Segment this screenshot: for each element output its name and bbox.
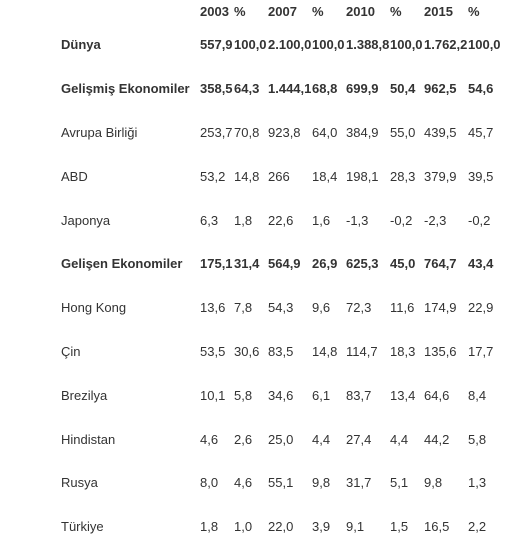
value-cell: 55,1 bbox=[268, 475, 294, 491]
value-cell: 175,1 bbox=[200, 256, 233, 272]
header-cell: % bbox=[312, 4, 324, 19]
row-label: Rusya bbox=[61, 475, 98, 491]
table-body bbox=[61, 23, 502, 549]
table-row bbox=[61, 67, 502, 111]
value-cell: 557,9 bbox=[200, 37, 233, 53]
value-cell: 114,7 bbox=[346, 343, 378, 359]
value-cell: 9,1 bbox=[346, 519, 365, 535]
value-cell: 174,9 bbox=[424, 300, 457, 316]
row-label: Gelişen Ekonomiler bbox=[61, 256, 183, 272]
header-cell: 2007 bbox=[268, 4, 297, 19]
value-cell: 1,8 bbox=[200, 519, 219, 535]
investment-table bbox=[61, 0, 502, 549]
value-cell: 358,5 bbox=[200, 81, 233, 97]
value-cell: 100,0 bbox=[390, 37, 423, 53]
value-cell: 1,0 bbox=[234, 519, 253, 535]
table-row bbox=[61, 417, 502, 461]
header-cell: 2015 bbox=[424, 4, 453, 19]
value-cell: 31,7 bbox=[346, 475, 372, 491]
value-cell: 14,8 bbox=[312, 343, 338, 359]
value-cell: 699,9 bbox=[346, 81, 379, 97]
value-cell: 764,7 bbox=[424, 256, 457, 272]
table-row bbox=[61, 23, 502, 67]
value-cell: 2.100,0 bbox=[268, 37, 312, 53]
value-cell: 18,4 bbox=[312, 168, 338, 184]
value-cell: 45,0 bbox=[390, 256, 416, 272]
value-cell: 2,2 bbox=[468, 519, 487, 535]
value-cell: 22,6 bbox=[268, 212, 294, 228]
value-cell: 9,6 bbox=[312, 300, 331, 316]
value-cell: 135,6 bbox=[424, 343, 457, 359]
value-cell: 962,5 bbox=[424, 81, 457, 97]
table-row bbox=[61, 154, 502, 198]
header-cell-label bbox=[61, 0, 200, 23]
value-cell: 43,4 bbox=[468, 256, 494, 272]
value-cell: 564,9 bbox=[268, 256, 301, 272]
value-cell: 55,0 bbox=[390, 124, 416, 140]
value-cell: 22,9 bbox=[468, 300, 494, 316]
value-cell: 13,6 bbox=[200, 300, 226, 316]
value-cell: 5,8 bbox=[468, 431, 487, 447]
value-cell: 17,7 bbox=[468, 343, 494, 359]
value-cell: 100,0 bbox=[234, 37, 267, 53]
row-label: Çin bbox=[61, 343, 81, 359]
value-cell: 3,9 bbox=[312, 519, 331, 535]
value-cell: 1.388,8 bbox=[346, 37, 390, 53]
value-cell: -0,2 bbox=[390, 212, 413, 228]
value-cell: 16,5 bbox=[424, 519, 450, 535]
table-row bbox=[61, 242, 502, 286]
value-cell: -1,3 bbox=[346, 212, 369, 228]
value-cell: 54,6 bbox=[468, 81, 494, 97]
value-cell: 625,3 bbox=[346, 256, 379, 272]
value-cell: 9,8 bbox=[424, 475, 443, 491]
header-row bbox=[61, 0, 502, 23]
value-cell: 379,9 bbox=[424, 168, 457, 184]
value-cell: 50,4 bbox=[390, 81, 416, 97]
value-cell: 2,6 bbox=[234, 431, 253, 447]
value-cell: 39,5 bbox=[468, 168, 494, 184]
value-cell: 8,0 bbox=[200, 475, 219, 491]
value-cell: 11,6 bbox=[390, 300, 415, 316]
value-cell: 253,7 bbox=[200, 124, 233, 140]
row-label: Avrupa Birliği bbox=[61, 124, 138, 140]
value-cell: 45,7 bbox=[468, 124, 494, 140]
value-cell: 70,8 bbox=[234, 124, 260, 140]
value-cell: 64,3 bbox=[234, 81, 260, 97]
row-label: Hong Kong bbox=[61, 300, 127, 316]
row-label: Gelişmiş Ekonomiler bbox=[61, 81, 190, 97]
value-cell: 53,2 bbox=[200, 168, 226, 184]
table-row bbox=[61, 330, 502, 374]
value-cell: 4,6 bbox=[234, 475, 253, 491]
value-cell: 44,2 bbox=[424, 431, 450, 447]
row-label: Hindistan bbox=[61, 431, 116, 447]
value-cell: 22,0 bbox=[268, 519, 294, 535]
value-cell: 31,4 bbox=[234, 256, 260, 272]
header-cell: 2003 bbox=[200, 4, 229, 19]
header-cell: 2010 bbox=[346, 4, 375, 19]
value-cell: 10,1 bbox=[200, 387, 226, 403]
value-cell: 83,7 bbox=[346, 387, 372, 403]
value-cell: 100,0 bbox=[312, 37, 345, 53]
table-row bbox=[61, 505, 502, 549]
value-cell: 8,4 bbox=[468, 387, 487, 403]
value-cell: 5,8 bbox=[234, 387, 253, 403]
value-cell: 384,9 bbox=[346, 124, 379, 140]
header-cell: % bbox=[234, 4, 246, 19]
value-cell: 64,6 bbox=[424, 387, 450, 403]
value-cell: 27,4 bbox=[346, 431, 372, 447]
value-cell: 7,8 bbox=[234, 300, 253, 316]
value-cell: 64,0 bbox=[312, 124, 338, 140]
value-cell: 18,3 bbox=[390, 343, 416, 359]
value-cell: 266 bbox=[268, 168, 290, 184]
table-row bbox=[61, 198, 502, 242]
header-cell: % bbox=[468, 4, 480, 19]
value-cell: 1,8 bbox=[234, 212, 253, 228]
header-cell: % bbox=[390, 4, 402, 19]
value-cell: 1,3 bbox=[468, 475, 487, 491]
row-label: Dünya bbox=[61, 37, 101, 53]
value-cell: 1.444,1 bbox=[268, 81, 312, 97]
value-cell: 6,3 bbox=[200, 212, 219, 228]
row-label: Türkiye bbox=[61, 519, 104, 535]
row-label: Brezilya bbox=[61, 387, 108, 403]
value-cell: 6,1 bbox=[312, 387, 331, 403]
row-label: ABD bbox=[61, 168, 88, 184]
value-cell: 923,8 bbox=[268, 124, 301, 140]
value-cell: 54,3 bbox=[268, 300, 294, 316]
value-cell: -0,2 bbox=[468, 212, 491, 228]
value-cell: 25,0 bbox=[268, 431, 294, 447]
value-cell: 1,5 bbox=[390, 519, 409, 535]
value-cell: 53,5 bbox=[200, 343, 226, 359]
value-cell: 4,4 bbox=[312, 431, 331, 447]
value-cell: 72,3 bbox=[346, 300, 372, 316]
table-row bbox=[61, 373, 502, 417]
value-cell: 30,6 bbox=[234, 343, 260, 359]
value-cell: 439,5 bbox=[424, 124, 457, 140]
value-cell: 68,8 bbox=[312, 81, 338, 97]
value-cell: 34,6 bbox=[268, 387, 294, 403]
value-cell: 1.762,2 bbox=[424, 37, 468, 53]
value-cell: 83,5 bbox=[268, 343, 294, 359]
table-row bbox=[61, 461, 502, 505]
value-cell: 4,4 bbox=[390, 431, 409, 447]
value-cell: 100,0 bbox=[468, 37, 501, 53]
value-cell: 5,1 bbox=[390, 475, 409, 491]
row-label: Japonya bbox=[61, 212, 111, 228]
value-cell: 198,1 bbox=[346, 168, 379, 184]
value-cell: -2,3 bbox=[424, 212, 447, 228]
value-cell: 1,6 bbox=[312, 212, 331, 228]
table-row bbox=[61, 111, 502, 155]
value-cell: 26,9 bbox=[312, 256, 338, 272]
value-cell: 28,3 bbox=[390, 168, 416, 184]
value-cell: 9,8 bbox=[312, 475, 331, 491]
value-cell: 13,4 bbox=[390, 387, 416, 403]
value-cell: 14,8 bbox=[234, 168, 260, 184]
table-row bbox=[61, 286, 502, 330]
value-cell: 4,6 bbox=[200, 431, 219, 447]
